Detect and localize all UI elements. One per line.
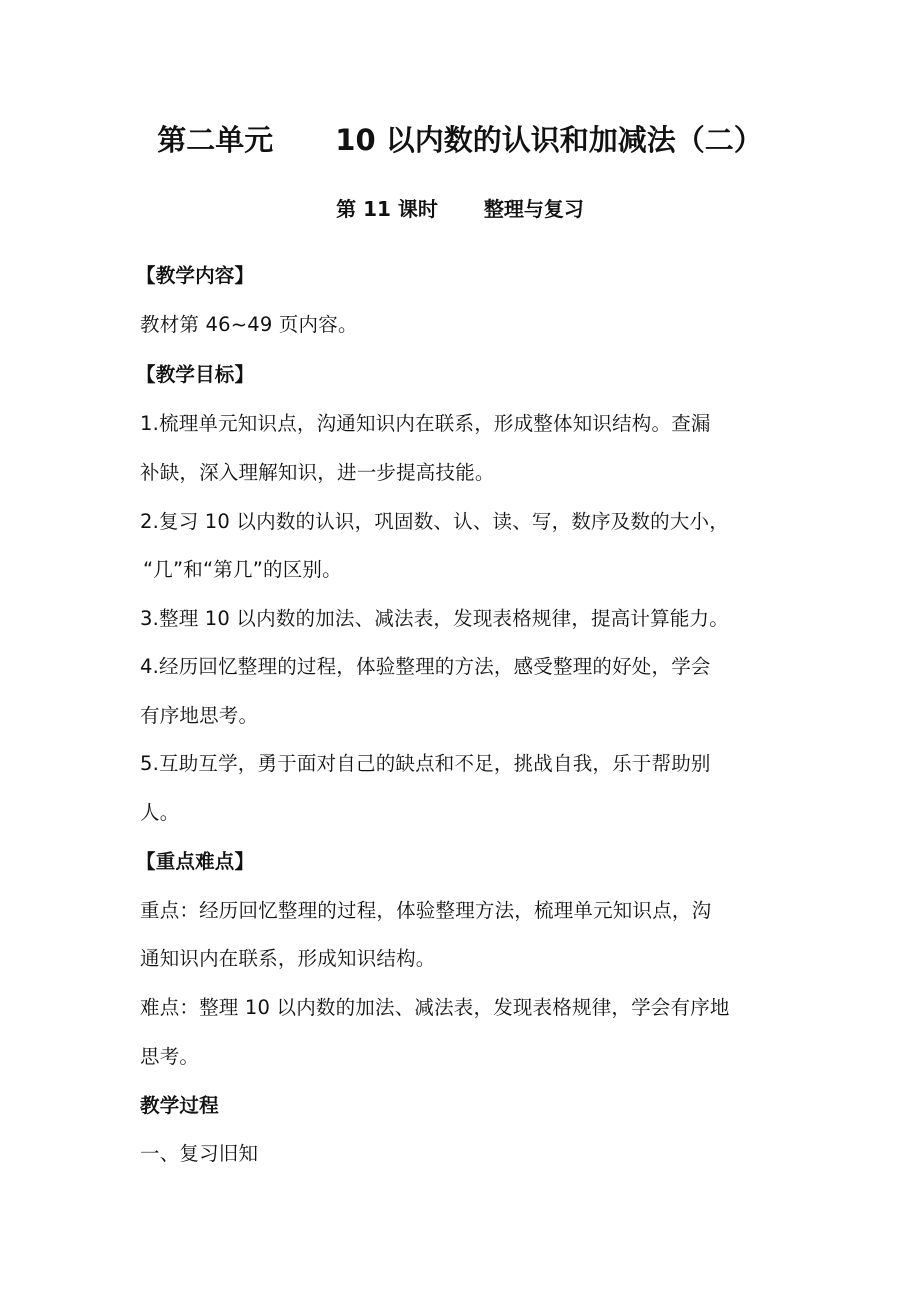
objective-line: 人。	[140, 801, 180, 824]
key-point-line: 通知识内在联系，形成知识结构。	[140, 947, 436, 970]
objective-line: “几”和“第几”的区别。	[143, 558, 342, 581]
objective-line: 4.经历回忆整理的过程，体验整理的方法，感受整理的好处，学会	[140, 655, 711, 678]
unit-label: 第二单元	[157, 123, 274, 157]
section-heading-process: 教学过程	[140, 1094, 219, 1117]
objective-line: 有序地思考。	[140, 704, 259, 727]
objective-line: 5.互助互学，勇于面对自己的缺点和不足，挑战自我，乐于帮助别	[140, 752, 711, 775]
section-heading-content: 【教学内容】	[136, 264, 255, 287]
section-heading-objectives: 【教学目标】	[136, 363, 255, 386]
page-title	[0, 122, 920, 158]
lesson-subtitle	[0, 196, 920, 222]
process-step: 一、复习旧知	[140, 1142, 259, 1165]
objective-line: 补缺，深入理解知识，进一步提高技能。	[140, 461, 495, 484]
unit-topic: 10 以内数的认识和加减法（二）	[335, 123, 763, 157]
objective-line: 2.复习 10 以内数的认识，巩固数、认、读、写，数序及数的大小，	[140, 510, 729, 533]
key-point-line: 难点：整理 10 以内数的加法、减法表，发现表格规律，学会有序地	[140, 996, 730, 1019]
lesson-name: 整理与复习	[483, 197, 584, 221]
key-point-line: 重点：经历回忆整理的过程，体验整理方法，梳理单元知识点，沟	[140, 899, 712, 922]
key-point-line: 思考。	[140, 1045, 200, 1068]
content-body: 教材第 46~49 页内容。	[140, 313, 358, 336]
section-heading-key-points: 【重点难点】	[136, 850, 255, 873]
objective-line: 1.梳理单元知识点，沟通知识内在联系，形成整体知识结构。查漏	[140, 412, 711, 435]
lesson-number: 第 11 课时	[336, 197, 438, 221]
objective-line: 3.整理 10 以内数的加法、减法表，发现表格规律，提高计算能力。	[140, 607, 729, 630]
